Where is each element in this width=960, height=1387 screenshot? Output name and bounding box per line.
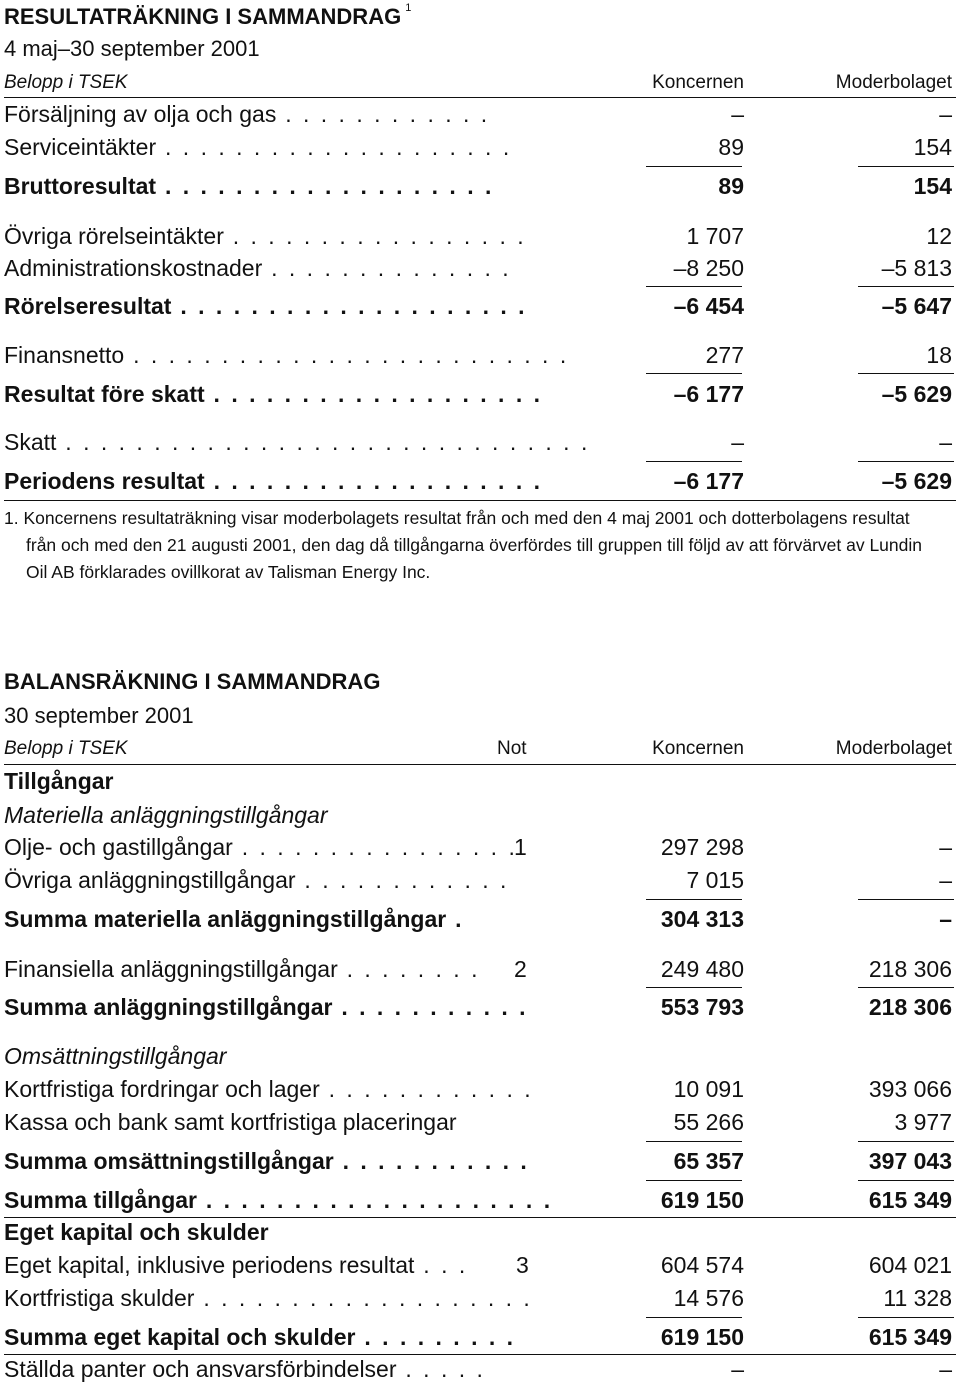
row-moderbolaget: 154 (913, 173, 952, 199)
row-koncernen: 1 707 (686, 223, 744, 249)
row-moderbolaget: –5 813 (881, 255, 952, 281)
row-koncernen: –6 177 (673, 381, 744, 407)
row-koncernen: 297 298 (660, 834, 744, 860)
section-assets: Tillgångar (4, 768, 114, 794)
row-koncernen: 619 150 (660, 1187, 744, 1213)
row-moderbolaget: – (939, 101, 952, 127)
balance-row (4, 1109, 956, 1139)
row-label: Försäljning av olja och gas . . . . . . . . . . . . (4, 101, 490, 127)
row-label: Rörelseresultat . . . . . . . . . . . . . . . . . . . . (4, 293, 528, 319)
row-label: Finansnetto . . . . . . . . . . . . . . . . . . . . . . . . . (4, 342, 569, 368)
income-row (4, 468, 956, 498)
row-moderbolaget: 393 066 (868, 1076, 952, 1102)
income-row (4, 223, 956, 253)
row-moderbolaget: 11 328 (883, 1285, 952, 1311)
subtotal-rule (858, 1141, 954, 1142)
row-label: Periodens resultat . . . . . . . . . . . . . . . . . . . (4, 468, 543, 494)
row-moderbolaget: 12 (926, 223, 952, 249)
balance-header-rule (4, 764, 956, 765)
row-label: Summa omsättningstillgångar . . . . . . . . . . . (4, 1148, 530, 1174)
row-label: Resultat före skatt . . . . . . . . . . . . . . . . . . . (4, 381, 543, 407)
section-fixed-assets: Materiella anläggningstillgångar (4, 802, 328, 828)
section-equity-liabilities: Eget kapital och skulder (4, 1219, 269, 1245)
row-moderbolaget: 397 043 (868, 1148, 952, 1174)
row-koncernen: –8 250 (673, 255, 744, 281)
row-label: Övriga anläggningstillgångar . . . . . . . . . . . . (4, 867, 509, 893)
row-label: Serviceintäkter . . . . . . . . . . . . . . . . . . . . (4, 134, 512, 160)
subtotal-rule (858, 987, 954, 988)
income-row (4, 381, 956, 411)
row-moderbolaget: 154 (913, 134, 952, 160)
row-moderbolaget: – (939, 834, 952, 860)
row-label: Övriga rörelseintäkter . . . . . . . . . . . . . . . . . (4, 223, 527, 249)
row-label: Kortfristiga skulder . . . . . . . . . . . . . . . . . . . (4, 1285, 533, 1311)
row-label: Administrationskostnader . . . . . . . . . . . . . . (4, 255, 512, 281)
subtotal-rule (858, 1317, 954, 1318)
income-row (4, 101, 956, 131)
subtotal-rule (646, 461, 742, 462)
row-note: 3 (516, 1252, 529, 1278)
row-moderbolaget: 18 (926, 342, 952, 368)
balance-row (4, 1356, 956, 1386)
row-label: Eget kapital, inklusive periodens resultat . . . (4, 1252, 468, 1278)
balance-row (4, 834, 956, 864)
row-koncernen: 55 266 (673, 1109, 744, 1135)
row-label: Summa eget kapital och skulder . . . . . . . . . (4, 1324, 516, 1350)
income-row (4, 134, 956, 164)
income-unit-header: Belopp i TSEK (4, 72, 128, 93)
balance-col-moderbolaget: Moderbolaget (835, 738, 952, 759)
balance-row (4, 1285, 956, 1315)
income-col-moderbolaget: Moderbolaget (835, 72, 952, 93)
subtotal-rule (858, 286, 954, 287)
income-row (4, 173, 956, 203)
row-moderbolaget: – (939, 867, 952, 893)
income-title (4, 4, 411, 30)
row-koncernen: 604 574 (660, 1252, 744, 1278)
row-koncernen: – (731, 1356, 744, 1382)
row-koncernen: 89 (718, 173, 744, 199)
row-moderbolaget: 615 349 (868, 1187, 952, 1213)
income-row (4, 429, 956, 459)
row-koncernen: 304 313 (660, 906, 744, 932)
balance-row (4, 1252, 956, 1282)
row-label: Ställda panter och ansvarsförbindelser . . . . . (4, 1356, 486, 1382)
balance-unit-header: Belopp i TSEK (4, 738, 128, 759)
balance-row (4, 1148, 956, 1178)
subtotal-rule (646, 166, 742, 167)
row-note: 2 (514, 956, 527, 982)
row-moderbolaget: –5 647 (881, 293, 952, 319)
row-moderbolaget: 3 977 (894, 1109, 952, 1135)
balance-row (4, 1187, 956, 1217)
row-moderbolaget: – (939, 429, 952, 455)
row-label: Summa tillgångar . . . . . . . . . . . . . . . . . . . . (4, 1187, 553, 1213)
row-moderbolaget: 615 349 (868, 1324, 952, 1350)
section-rule (4, 1354, 956, 1355)
row-koncernen: – (731, 101, 744, 127)
row-koncernen: –6 177 (673, 468, 744, 494)
row-moderbolaget: –5 629 (881, 468, 952, 494)
income-footnote (4, 505, 944, 586)
row-koncernen: 14 576 (673, 1285, 744, 1311)
balance-row (4, 1076, 956, 1106)
row-koncernen: 10 091 (673, 1076, 744, 1102)
balance-title: BALANSRÄKNING I SAMMANDRAG (4, 669, 381, 694)
income-col-koncernen: Koncernen (652, 72, 744, 93)
row-moderbolaget: – (939, 1356, 952, 1382)
section-rule (4, 1217, 956, 1218)
row-label: Kortfristiga fordringar och lager . . . . . . . . . . . . (4, 1076, 534, 1102)
balance-row (4, 956, 956, 986)
footnote-text: 1. Koncernens resultaträkning visar moderbolagets resultat från och med den 4 maj 2001 och dotterbolagens resultat från och med den 21 augusti 2001, den dag då tillgångarna överfördes till gruppen till följd av att förvärvet av Lundin Oil AB förklarades ovillkorat av Talisman Energy Inc. (4, 508, 922, 582)
row-label: Olje- och gastillgångar . . . . . . . . . . . . . . . . (4, 834, 518, 860)
row-moderbolaget: 604 021 (868, 1252, 952, 1278)
row-note: 1 (514, 834, 527, 860)
balance-col-not: Not (497, 738, 527, 759)
row-label: Summa materiella anläggningstillgångar . (4, 906, 465, 932)
income-row (4, 255, 956, 285)
row-moderbolaget: – (939, 906, 952, 932)
subtotal-rule (858, 461, 954, 462)
subtotal-rule (646, 373, 742, 374)
income-row (4, 293, 956, 323)
subtotal-rule (646, 1141, 742, 1142)
income-period: 4 maj–30 september 2001 (4, 36, 260, 61)
balance-row (4, 994, 956, 1024)
subtotal-rule (646, 1180, 742, 1181)
row-label: Skatt . . . . . . . . . . . . . . . . . . . . . . . . . . . . . . (4, 429, 590, 455)
section-current-assets: Omsättningstillgångar (4, 1043, 227, 1069)
balance-date: 30 september 2001 (4, 703, 194, 728)
row-koncernen: 65 357 (673, 1148, 744, 1174)
row-koncernen: 277 (705, 342, 744, 368)
row-label: Summa anläggningstillgångar . . . . . . . . . . . (4, 994, 529, 1020)
balance-col-koncernen: Koncernen (652, 738, 744, 759)
row-koncernen: – (731, 429, 744, 455)
row-label: Kassa och bank samt kortfristiga placeringar (4, 1109, 457, 1135)
row-koncernen: 553 793 (660, 994, 744, 1020)
subtotal-rule (858, 1180, 954, 1181)
subtotal-rule (858, 899, 954, 900)
subtotal-rule (646, 987, 742, 988)
row-label: Finansiella anläggningstillgångar . . . . . . . . (4, 956, 480, 982)
income-row (4, 342, 956, 372)
income-bottom-rule (4, 500, 956, 501)
row-koncernen: 249 480 (660, 956, 744, 982)
row-koncernen: –6 454 (673, 293, 744, 319)
subtotal-rule (646, 1317, 742, 1318)
balance-row (4, 1324, 956, 1354)
income-title-text: RESULTATRÄKNING I SAMMANDRAG (4, 4, 402, 29)
footnote-marker: 1 (405, 2, 412, 14)
subtotal-rule (858, 373, 954, 374)
row-koncernen: 89 (718, 134, 744, 160)
balance-row (4, 906, 956, 936)
subtotal-rule (858, 166, 954, 167)
subtotal-rule (646, 899, 742, 900)
row-koncernen: 7 015 (686, 867, 744, 893)
row-moderbolaget: 218 306 (868, 994, 952, 1020)
row-moderbolaget: –5 629 (881, 381, 952, 407)
income-header-rule (4, 97, 956, 98)
row-koncernen: 619 150 (660, 1324, 744, 1350)
row-moderbolaget: 218 306 (868, 956, 952, 982)
row-label: Bruttoresultat . . . . . . . . . . . . . . . . . . . (4, 173, 494, 199)
subtotal-rule (646, 286, 742, 287)
balance-row (4, 867, 956, 897)
